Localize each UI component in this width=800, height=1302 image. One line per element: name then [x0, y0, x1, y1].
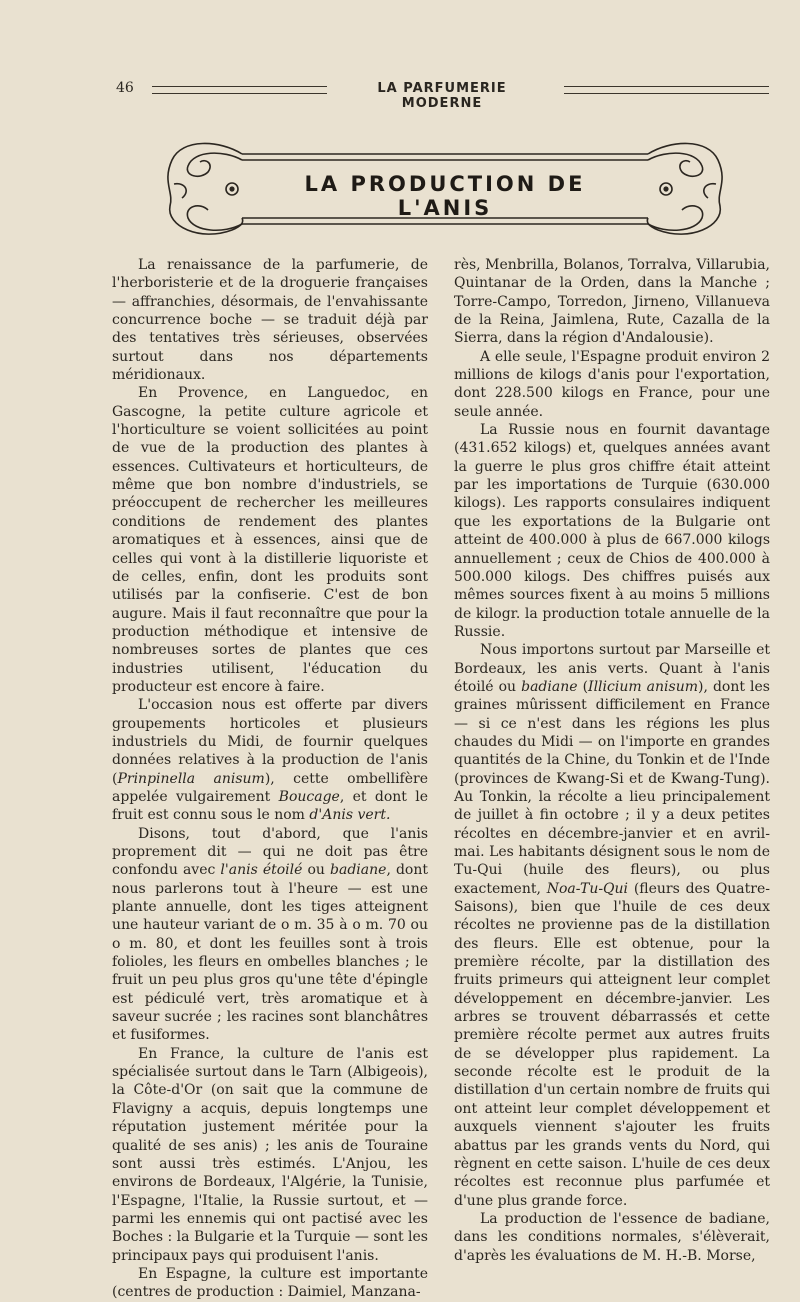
paragraph [454, 256, 770, 348]
text-run: La Russie nous en fournit davantage (431.652 kilogs) et, quelques années avant la guerre le plus gros chiffre était atteint par les importations de Turquie (630.000 kilogs). Les rapports consulaires indiquent que les exportations de la Bulgarie ont atteint de 400.000 à plus de 667.000 kilogs annuellement ; ceux de Chios de 400.000 à 500.000 kilogs. Des chiffres puisés aux mêmes sources fixent à au moins 5 millions de kilogr. la production totale annuelle de la Russie. [454, 422, 770, 640]
header-rule-right [564, 86, 769, 94]
text-run: En France, la culture de l'anis est spécialisée surtout dans le Tarn (Albigeois), la Côte-d'Or (on sait que la commune de Flavigny a acquis, depuis longtemps une réputation justement méritée pour la qualité de ses anis) ; les anis de Touraine sont aussi très estimés. L'Anjou, les environs de Bordeaux, l'Algérie, la Tunisie, l'Espagne, l'Italie, la Russie surtout, et — parmi les ennemis qui ont pactisé avec les Boches : la Bulgarie et la Turquie — sont les principaux pays qui produisent l'anis. [112, 1045, 428, 1264]
page-header [112, 80, 772, 111]
article-title: LA PRODUCTION DE L'ANIS [304, 172, 586, 220]
text-run: ), cette ombellifère appelée vulgairement [112, 770, 428, 805]
text-run: , et dont le fruit est connu sous le nom [112, 788, 428, 824]
italic-term: Noa-Tu-Qui [546, 880, 629, 897]
paragraph [112, 1045, 428, 1265]
paragraph [112, 256, 428, 384]
text-run: A elle seule, l'Espagne produit environ 2 millions de kilogs d'anis pour l'exportation, dont 228.500 kilogs en France, pour une seule année. [454, 348, 770, 420]
paragraph [112, 384, 428, 696]
text-run: En Espagne, la culture est importante (centres de production : Daimiel, Manzana- [112, 1265, 428, 1301]
running-title: LA PARFUMERIE MODERNE [377, 81, 507, 111]
paragraph [454, 641, 770, 1210]
italic-term: Boucage [278, 788, 340, 805]
italic-term: badiane [330, 862, 387, 879]
text-run: Disons, tout d'abord, que l'anis proprement dit — qui ne doit pas être confondu avec [112, 825, 428, 879]
text-run: ou [302, 862, 331, 879]
right-column [454, 256, 770, 1265]
text-run: ), dont les graines mûrissent difficilement en France — si ce n'est dans les régions les plus chaudes du Midi — on l'importe en grandes quantités de la Chine, du Tonkin et de l'Inde (provinces de Kwang-Si et de Kwang-Tung). Au Tonkin, la récolte a lieu principalement de juillet à fin octobre ; il y a deux petites récoltes en décembre-janvier et en avril-mai. Les habitants désignent sous le nom de Tu-Qui (huile des fleurs), ou plus exactement, [454, 678, 770, 897]
paragraph [112, 696, 428, 824]
text-run: , dont nous parlerons tout à l'heure — est une plante annuelle, dont les tiges atteignent une hauteur variant de o m. 35 à o m. 70 ou o m. 80, et dont les feuilles sont à trois folioles, les fleurs en ombelles blanches ; le fruit un peu plus gros qu'une tête d'épingle est pédiculé vert, très aromatique et à saveur sucrée ; les racines sont blanchâtres et fusiformes. [112, 862, 428, 1044]
italic-term: Illicium anisum [588, 678, 698, 695]
text-run: La renaissance de la parfumerie, de l'herboristerie et de la droguerie françaises — affranchies, désormais, de l'envahissante concurrence boche — se traduit déjà par des tentatives très sérieuses, observées surtout dans nos départements méridionaux. [112, 257, 428, 384]
italic-term: badiane [521, 678, 578, 695]
paragraph [454, 421, 770, 641]
italic-term: d'Anis vert. [309, 807, 391, 824]
paragraph [112, 1265, 428, 1302]
article-title-frame [160, 134, 730, 244]
italic-term: l'anis étoilé [220, 862, 303, 879]
header-rule-left [152, 86, 327, 94]
paragraph [454, 348, 770, 421]
text-run: Nous importons surtout par Marseille et Bordeaux, les anis verts. Quant à l'anis étoilé ou [454, 642, 770, 695]
paragraph [454, 1210, 770, 1265]
paragraph [112, 825, 428, 1045]
italic-term: Prinpinella anisum [117, 770, 265, 787]
text-run: (fleurs des Quatre-Saisons), bien que l'huile de ces deux récoltes ne provienne pas de la distillation des fleurs. Elle est obtenue, pour la première récolte, par la distillation des fruits primeurs qui atteignent leur complet développement en décembre-janvier. Les arbres se trouvent débarrassés et cette première récolte permet aux autres fruits de se développer plus rapidement. La seconde récolte est le produit de la distillation d'un certain nombre de fruits qui ont atteint leur complet développement et auxquels viennent s'ajouter les fruits abattus par les grands vents du Nord, qui règnent en cette saison. L'huile de ces deux récoltes est reconnue plus parfumée et d'une plus grande force. [454, 880, 770, 1209]
text-run: L'occasion nous est offerte par divers groupements horticoles et plusieurs industriels du Midi, de fournir quelques données relatives à la production de l'anis ( [112, 697, 428, 787]
text-run: rès, Menbrilla, Bolanos, Torralva, Villarubia, Quintanar de la Orden, dans la Manche ; Torre-Campo, Torredon, Jirneno, Villanueva de la Reina, Jaimlena, Rute, Cazalla de la Sierra, dans la région d'Andalousie). [454, 257, 770, 347]
text-run: En Provence, en Languedoc, en Gascogne, la petite culture agricole et l'horticulture se voient sollicitées au point de vue de la production des plantes à essences. Cultivateurs et horticulteurs, de même que bon nombre d'industriels, se préoccupent de rechercher les meilleures conditions de rendement des plantes aromatiques et à essences, ainsi que de celles qui vont à la distillerie liquoriste et de celles, enfin, dont les produits sont utilisés par la confiserie. C'est de bon augure. Mais il faut reconnaître que pour la production méthodique et intensive de nombreuses sortes de plantes que ces industries utilisent, l'éducation du producteur est encore à faire. [112, 385, 428, 695]
left-column [112, 256, 428, 1302]
text-run: La production de l'essence de badiane, dans les conditions normales, s'élèverait, d'après les évaluations de M. H.-B. Morse, [454, 1210, 770, 1264]
text-run: ( [577, 678, 589, 695]
page-number: 46 [116, 80, 134, 96]
